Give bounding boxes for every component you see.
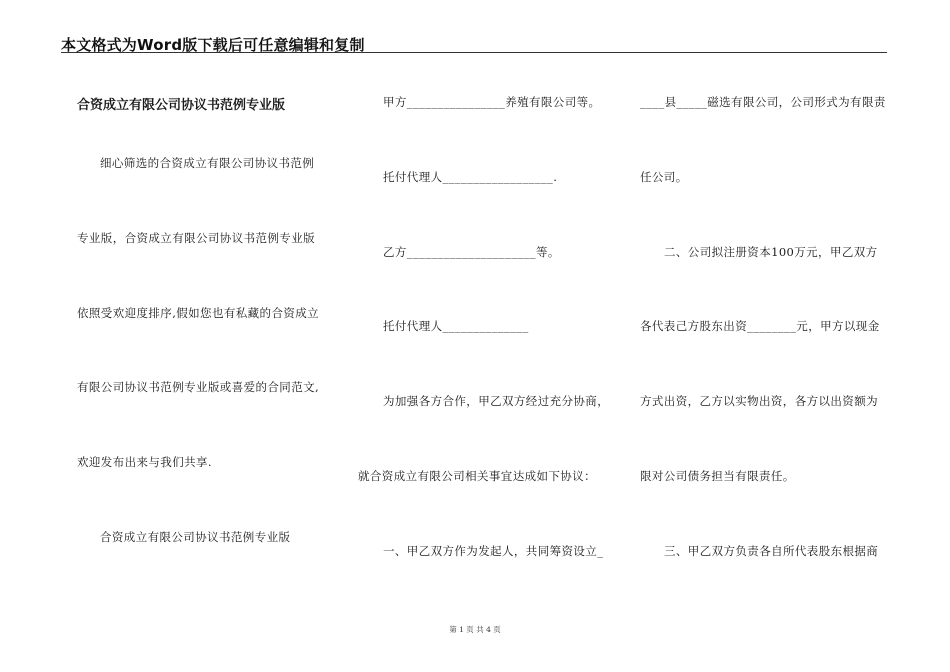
paragraph-line: 托付代理人__________________.: [383, 170, 558, 184]
paragraph-line: 托付代理人______________: [383, 319, 529, 333]
paragraph-line: 有限公司协议书范例专业版或喜爱的合同范文,: [77, 380, 320, 394]
paragraph-line: ____县_____磁选有限公司，公司形式为有限责: [640, 95, 886, 109]
paragraph-line: 专业版，合资成立有限公司协议书范例专业版: [77, 231, 315, 245]
page-number: 第 1 页 共 4 页: [449, 625, 501, 634]
paragraph-line: 一、甲乙双方作为发起人，共同筹资设立_: [383, 544, 604, 558]
header-rule: [61, 52, 887, 53]
document-title: 合资成立有限公司协议书范例专业版: [77, 98, 286, 113]
paragraph-line: 细心筛选的合资成立有限公司协议书范例: [100, 156, 315, 170]
paragraph-line: 二、公司拟注册资本100万元，甲乙双方: [664, 245, 878, 259]
paragraph-line: 甲方________________养殖有限公司等。: [383, 95, 601, 109]
paragraph-line: 欢迎发布出来与我们共享.: [77, 455, 212, 469]
paragraph-line: 乙方_____________________等。: [383, 245, 560, 259]
paragraph-line: 合资成立有限公司协议书范例专业版: [100, 530, 291, 544]
document-header: 本文格式为Word版下载后可任意编辑和复制: [61, 36, 365, 54]
paragraph-line: 就合资成立有限公司相关事宜达成如下协议：: [358, 469, 596, 483]
paragraph-line: 为加强各方合作，甲乙双方经过充分协商，: [383, 394, 610, 408]
paragraph-line: 各代表己方股东出资________元，甲方以现金: [640, 319, 880, 333]
paragraph-line: 方式出资，乙方以实物出资，各方以出资额为: [640, 394, 878, 408]
paragraph-line: 任公司。: [640, 170, 688, 184]
paragraph-line: 依照受欢迎度排序,假如您也有私藏的合资成立: [77, 306, 320, 320]
paragraph-line: 限对公司债务担当有限责任。: [640, 469, 795, 483]
paragraph-line: 三、甲乙双方负责各自所代表股东根据商: [664, 544, 879, 558]
